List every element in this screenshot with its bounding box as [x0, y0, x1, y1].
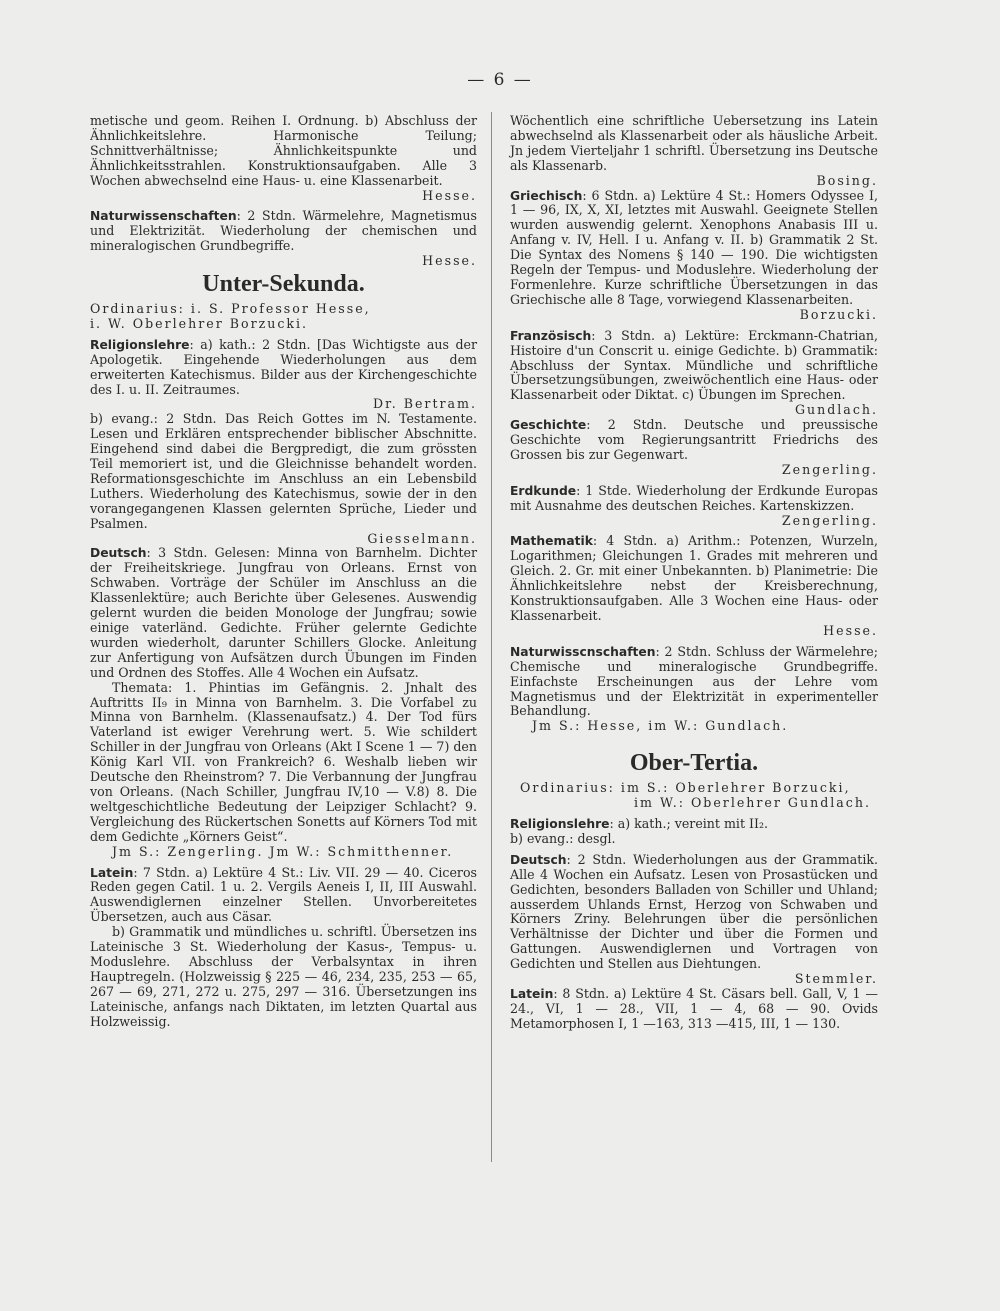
- religionslehre-evang: b) evang.: desgl.: [510, 830, 616, 846]
- unter-sekunda-prev-naturwissenschaften: [90, 209, 477, 254]
- subject-label: Französisch: [510, 328, 592, 343]
- signature: Zengerling.: [781, 512, 878, 528]
- griechisch-block: [510, 189, 878, 308]
- signature: Stemmler.: [794, 971, 878, 987]
- ordinarius-line-2: i. W. Oberlehrer Borzucki.: [90, 315, 309, 331]
- column-divider: [491, 112, 492, 1162]
- right-column: [510, 114, 878, 1032]
- subject-text: : 2 Stdn. Deutsche und preussische Geschichte vom Regierungsantritt Friedrichs des Grossen bis zur Gegenwart.: [510, 417, 878, 462]
- geschichte-block: [510, 418, 878, 463]
- religionslehre-block: [510, 817, 878, 832]
- signature: Hesse.: [422, 253, 477, 269]
- deutsch-block: [90, 546, 477, 680]
- signature: Jm S.: Hesse, im W.: Gundlach.: [532, 718, 789, 734]
- section-heading-unter-sekunda: Unter-Sekunda.: [202, 271, 365, 298]
- subject-label: Deutsch: [90, 546, 147, 561]
- subject-text: : 8 Stdn. a) Lektüre 4 St. Cäsars bell. Gall, V, 1 — 24., VI, 1 — 28., VII, 1 — 4, 68 — 90. Ovids Metamorphosen I, 1 —163, 313 —415, III, 1 — 130.: [510, 985, 878, 1031]
- signature: Hesse.: [823, 622, 878, 638]
- page-number: — 6 —: [467, 70, 533, 90]
- subject-label: Griechisch: [510, 188, 583, 203]
- franzoesisch-block: [510, 329, 878, 404]
- latein-grammatik: b) Grammatik und mündliches u. schriftl. Übersetzen ins Lateinische 3 St. Wiederholung der Kasus-, Tempus- u. Moduslehre. Abschluss der Verbalsyntax in ihren Hauptregeln. (Holzweissig § 225 — 46, 234, 235, 253 — 65, 267 — 69, 271, 272 u. 275, 297 — 316. Übersetzungen ins Lateinische, anfangs nach Diktaten, im letzten Quartal aus Holzweissig.: [90, 924, 477, 1029]
- signature: Giesselmann.: [367, 530, 477, 546]
- signature: Jm S.: Zengerling. Jm W.: Schmitthenner.: [112, 843, 454, 859]
- subject-text: : 1 Stde. Wiederholung der Erdkunde Europas mit Ausnahme des deutschen Reiches. Kartenskizzen.: [510, 482, 878, 513]
- subject-label: Deutsch: [510, 852, 567, 867]
- mathematik-block: [510, 534, 878, 623]
- subject-text: : 3 Stdn. Gelesen: Minna von Barnhelm. Dichter der Freiheitskriege. Jungfrau von Orleans. Ernst von Schwaben. Vorträge der Schüler im Anschluss an die Klassenlektüre; auch Berichte über Gelesenes. Auswendig gelernt wurden die beiden Monologe der Jungfrau; sowie einige vaterländ. Gedichte. Früher gelernte Gedichte wurden wiederholt, darunter Schillers Glocke. Anleitung zur Anfertigung von Aufsätzen durch Übungen im Finden und Ordnen des Stoffes. Alle 4 Wochen ein Aufsatz.: [90, 545, 477, 680]
- ordinarius-line-1: Ordinarius: i. S. Professor Hesse,: [90, 300, 371, 316]
- subject-label: Geschichte: [510, 418, 587, 433]
- signature: Zengerling.: [781, 461, 878, 477]
- subject-text: : 6 Stdn. a) Lektüre 4 St.: Homers Odyssee I, 1 — 96, IX, X, XI, letztes mit Auswahl. Geeignete Stellen wurden auswendig gelernt. Xenophons Anabasis III u. Anfang v. IV, Hell. I u. Anfang v. II. b) Grammatik 2 St. Die Syntax des Nomens § 140 — 190. Die wichtigsten Regeln der Tempus- und Moduslehre. Wiederholung der Formenlehre. Kurze schriftliche Übersetzungen in das Griechische alle 8 Tage, vorwiegend Klassenarbeiten.: [510, 187, 878, 307]
- religionslehre-block: [90, 338, 477, 398]
- deutsch-themata: Themata: 1. Phintias im Gefängnis. 2. Jnhalt des Auftritts II₉ in Minna von Barnhelm. 3. Die Vorfabel zu Minna von Barnhelm. (Klassenaufsatz.) 4. Der Tod fürs Vaterland ist ewiger Verehrung wert. 5. Wie schildert Schiller in der Jungfrau von Orleans (Akt I Scene 1 — 7) den König Karl VII. von Frankreich? 6. Weshalb lieben wir Deutsche den Rheinstrom? 7. Die Verbannung der Jungfrau von Orleans. (Nach Schiller, Jungfrau IV,10 — V.8) 8. Die weltgeschichtliche Bedeutung der Leipziger Schlacht? 9. Vergleichung des Rückertschen Sonetts auf Körners Tod mit dem Gedichte „Körners Geist“.: [90, 679, 477, 844]
- subject-label: Mathematik: [510, 534, 593, 549]
- subject-text: : 2 Stdn. Schluss der Wärmelehre; Chemische und mineralogische Grundbegriffe. Einfachste Erscheinungen aus der Lehre vom Magnetismus und der Elektrizität in experimenteller Behandlung.: [510, 643, 878, 719]
- subject-text: : 4 Stdn. a) Arithm.: Potenzen, Wurzeln, Logarithmen; Gleichungen 1. Grades mit mehreren und Gleich. 2. Gr. mit einer Unbekannten. b) Planimetrie: Die Ähnlichkeitslehre nebst der Kreisberechnung, Konstruktionsaufgaben. Alle 3 Wochen eine Haus- oder Klassenarbeit.: [510, 533, 878, 623]
- right-intro-text: Wöchentlich eine schriftliche Uebersetzung ins Latein abwechselnd als Klassenarbeit oder als häusliche Arbeit. Jn jedem Vierteljahr 1 schriftl. Übersetzung ins Deutsche als Klassenarb.: [510, 113, 878, 173]
- religionslehre-evang: b) evang.: 2 Stdn. Das Reich Gottes im N. Testamente. Lesen und Erklären entsprechender biblischer Abschnitte. Eingehend sind dabei die Bergpredigt, die zum grössten Teil memoriert ist, und die Gleichnisse behandelt worden. Reformationsgeschichte im Anschluss an ein Lebensbild Luthers. Wiederholung des Katechismus, sowie der in den vorangegangenen Klassen gelernten Sprüche, Lieder und Psalmen.: [90, 411, 477, 531]
- subject-label: Latein: [90, 865, 134, 880]
- subject-text: : 2 Stdn. Wiederholungen aus der Grammatik. Alle 4 Wochen ein Aufsatz. Lesen von Prosastücken und Gedichten, besonders Balladen von Schiller und Uhland; ausserdem Uhlands Ernst, Herzog von Schwaben und Körners Zriny. Belehrungen über die persönlichen Verhältnisse der Dichter und über die Formen und Gattungen. Auswendiglernen und Vortragen von Gedichten und Stellen aus Diehtungen.: [510, 851, 878, 972]
- left-column: [90, 114, 477, 1029]
- subject-text: : a) kath.: 2 Stdn. [Das Wichtigste aus der Apologetik. Eingehende Wiederholungen aus dem erweiterten Katechismus. Bilder aus der Kirchengeschichte des I. u. II. Zeitraumes.: [90, 336, 477, 397]
- erdkunde-block: [510, 484, 878, 514]
- subject-text: : 2 Stdn. Wärmelehre, Magnetismus und Elektrizität. Wiederholung der chemischen und mineralogischen Grundbegriffe.: [90, 208, 477, 254]
- subject-label: Erdkunde: [510, 483, 577, 498]
- latein-block: [90, 866, 477, 926]
- signature: Bosing.: [816, 172, 878, 188]
- subject-text: : 3 Stdn. a) Lektüre: Erckmann-Chatrian, Histoire d'un Conscrit u. einige Gedichte. b) Grammatik: Abschluss der Syntax. Mündliche und schriftliche Übersetzungsübungen, zweiwöchentlich eine Haus- oder Klassenarbeit oder Diktat. c) Übungen im Sprechen.: [510, 327, 878, 403]
- subject-text: : a) kath.; vereint mit II₂.: [609, 815, 769, 831]
- ordinarius-line-2: im W.: Oberlehrer Gundlach.: [634, 795, 871, 811]
- latein-block: [510, 987, 878, 1032]
- signature: Gundlach.: [794, 402, 878, 418]
- signature: Borzucki.: [799, 306, 878, 322]
- left-intro-text: metische und geom. Reihen I. Ordnung. b) Abschluss der Ähnlichkeitslehre. Harmonische Teilung; Schnittverhältnisse; Ähnlichkeitspunkte und Ähnlichkeitsstrahlen. Konstruktionsaufgaben. Alle 3 Wochen abwechselnd eine Haus- u. eine Klassenarbeit.: [90, 113, 477, 188]
- naturwissenschaften-block: [510, 645, 878, 720]
- deutsch-block: [510, 853, 878, 972]
- subject-text: : 7 Stdn. a) Lektüre 4 St.: Liv. VII. 29 — 40. Ciceros Reden gegen Catil. 1 u. 2. Vergils Aeneis I, II, III Auswahl. Auswendiglernen einzelner Stellen. Unvorbereitetes Übersetzen, auch aus Cäsar.: [90, 864, 477, 925]
- subject-label: Religionslehre: [90, 337, 190, 352]
- subject-label: Latein: [510, 986, 554, 1001]
- section-heading-ober-tertia: Ober-Tertia.: [629, 750, 759, 777]
- subject-label: Religionslehre: [510, 816, 610, 831]
- subject-label: Naturwisscnschaften: [510, 644, 656, 659]
- ordinarius-line-1: Ordinarius: im S.: Oberlehrer Borzucki,: [520, 780, 851, 796]
- signature: Dr. Bertram.: [372, 396, 477, 412]
- subject-label: Naturwissenschaften: [90, 209, 237, 224]
- left-intro-signature: Hesse.: [422, 187, 477, 203]
